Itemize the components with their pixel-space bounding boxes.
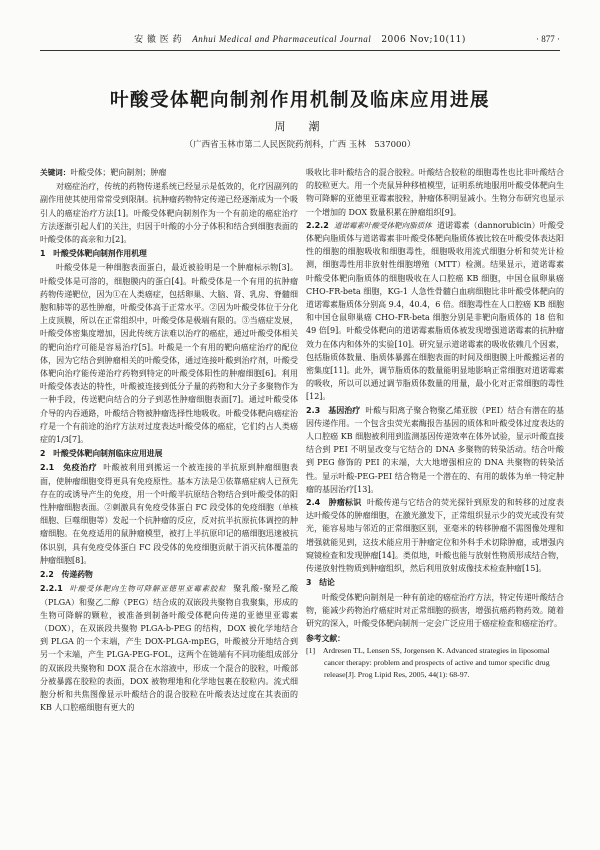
subsection-2-2-2-heading: 道诺霉素叶酸受体靶向脂质体	[334, 220, 432, 230]
journal-name-cn: 安 徽 医 药	[134, 35, 183, 45]
section-heading-1: 1 叶酸受体靶向制剂作用机理	[40, 249, 147, 259]
subsection-2-4	[306, 496, 564, 575]
author-name: 周 潮	[274, 120, 326, 133]
subsection-2-2-1-text: 聚乳酸-聚羟乙酸（PLGA）和聚乙二醇（PEG）结合成的双嵌段共聚物自我聚集，形成的生物可降解的颗粒，被准备到制备叶酸受体靶向传递的亚德里亚霉素（DOX），在双嵌段共聚物 PLGA-b-PEG 的结构，DOX 被化学地结合到 PLGA 的一个末端，产生 DOX-PLGA-mpEG，叶酸被分开地结合到另一个末端，产生 PLGA-PEG-FOL，这两个在链端有不同功能组成部分的双嵌段共聚物和 DOX 混合在水溶液中，形成一个混合的胶粒，叶酸部分被暴露在胶粒的表面，DOX 被物理地和化学地包裹在胶粒内。流式细胞分析和共焦图像显示叶酸结合的混合胶粒在叶酸表达过度在其表面的 KB 人口腔癌细胞有更大的	[40, 584, 298, 713]
subsection-2-2-2	[306, 219, 564, 404]
keywords-text: 叶酸受体；靶向制剂；肿瘤	[70, 168, 167, 177]
journal-name-en: Anhui Medical and Pharmaceutical Journal	[192, 34, 372, 44]
subsection-2-2-1-number: 2.2.1	[40, 584, 63, 594]
subsection-2-4-text: 叶酸传递与它结合的荧光探针到原发的和转移的过度表达叶酸受体的肿瘤细胞，在激光激发下，正常组织显示少的荧光或没有荧光，能容易地与邻近的正常细胞区别，亚毫米的转移肿瘤不需图像处理和增强就能见到，这技术能应用于肿瘤定位和外科手术切除肿瘤，或增强内窥镜检查和发现肿瘤[14]。类似地，叶酸也能与放射性物质形成结合物，传递放射性物质到肿瘤组织，然后利用放射成像技术检查肿瘤[15]。	[306, 498, 565, 574]
subsection-2-2-2-number: 2.2.2	[306, 220, 329, 230]
keywords-label: 关键词：	[40, 168, 71, 177]
reference-item: [1] Ardresen TL, Lensen SS, Jorgensen K. Advanced strategies in liposomal cancer therapy: problem and prospects of active and tumor specific drug release[J]. Prog Lipid Res, 2005, 44(1): 68-97.	[306, 646, 550, 680]
section-heading-2: 2 叶酸受体靶向制剂临床应用进展	[40, 449, 163, 459]
subsection-2-2-1-continued: 吸收比非叶酸结合的混合胶粒。叶酸结合胶粒的细胞毒性也比非叶酸结合的胶粒更大。用一个壳鼠异种移植模型，证明系统地服用叶酸受体靶向生物可降解的亚德里亚霉素胶粒，肿瘤体积明显减小。生物分布研究也显示一个增加的 DOX 数量积累在肿瘤组织[9]。	[306, 168, 564, 217]
subsection-2-2-2-text: 道诺霉素（dannorubicin）叶酸受体靶向脂质体与道诺霉素非叶酸受体靶向脂质体被比较在叶酸受体表达阳性的细胞的细胞吸收和细胞毒性，细胞吸收用流式细胞分析和荧光计检测，细胞毒性用非放射性细胞増殖（MTT）检测。结果显示，道诺霉素叶酸受体靶向脂质体的细胞吸收在人口腔癌 KB 细胞，中国仓鼠卵巢癌 CHO-FR-beta 细胞，KG-1 人急性骨髓白血病细胞比非叶酸受体靶向的道诺霉素脂质体分别高 9.4，40.4，6 倍。细胞毒性在人口腔癌 KB 细胞和中国仓鼠卵巢癌 CHO-FR-beta 细胞分别是非靶向脂质体的 18 倍和 49 倍[9]。叶酸受体靶向的道诺霉素脂质体被发现增强道诺霉素的抗肿瘤效力在体内和体外的实验[10]。研究显示道诺霉素的吸收依赖几个因素，包括脂质体数量、脂质体暴露在细胞表面的时间及细胞膜上叶酸搬运者的密集度[11]。此外，调节脂质体的数量能明显地影响正常细胞对道诺霉素的吸收，所以可以通过调节脂质体数量的用量，最小化对正常细胞的毒性[12]。	[306, 220, 564, 402]
subsection-2-1-heading: 2.1 免疫治疗	[40, 463, 98, 473]
running-header	[40, 28, 560, 51]
page-number: · 877 ·	[536, 34, 560, 44]
subsection-2-4-heading: 2.4 肿瘤标识	[306, 498, 362, 508]
subsection-2-3-text: 叶酸与阳离子聚合物聚乙烯亚胺（PEI）结合有潜在的基因传递作用。一个包含虫荧光素酶报告基因的质体和叶酸受体过度表达的人口腔癌 KB 细胞被利用到监测基因传递效率在体外试验，显示叶酸直接结合到 PEI 不明显改变与它结合的 DNA 多聚物的转染活动。结合叶酸到 PEG 修饰的 PEI 的末端，大大地增强相应的 DNA 共聚物的转染活性。显示叶酸-PEG-PEI 结合物是一个潜在的、有用的载体为单一特定肿瘤的基因治疗[13]。	[306, 405, 564, 494]
conclusion-paragraph: 叶酸受体靶向制剂是一种有前途的癌症治疗方法，特定传递叶酸结合物，能减少药物治疗癌症时对正常细胞的损害，增强抗癌药物药效。随着研究的深入，叶酸受体靶向制剂一定会广泛应用于癌症检查和癌症治疗。	[306, 592, 564, 628]
author-affiliation: （广西省玉林市第二人民医院药剂科，广西 玉林 537000）	[184, 140, 416, 150]
right-column	[306, 166, 564, 681]
journal-issue: 2006 Nov;10(11)	[381, 35, 466, 45]
intro-paragraph: 对癌症治疗，传统的药物传递系统已经显示是低效的，化疗因副列的副作用使其使用常常受到限制。抗肿瘤药物特定传递已经逐渐成为一个吸引人的癌症治疗方法[1]。叶酸受体靶向制剂作为一个有前途的癌症治疗方法逐渐引起人们的关注，归因于叶酸的小分子体积和结合到细胞表面的叶酸受体的高亲和力[2]。	[40, 182, 298, 245]
left-column	[40, 166, 298, 714]
subsection-2-3-heading: 2.3 基因治疗	[306, 405, 361, 415]
subsection-2-1	[40, 461, 298, 567]
subsection-2-1-text: 叶酸被利用到搬运一个被连接的半抗原到肿瘤细胞表面，使肿瘤细胞变得更具有免疫原性。基本方法是①依靠癌症病人已预先存在的或诱导产生的免疫，用一个叶酸半抗原结合物结合到叶酸受体的阳性肿瘤细胞表面。②刺激具有免疫受体蛋白 FC 段受体的免疫细胞（单核细胞、巨噬细胞等）发起一个抗肿瘤的反应，反对抗半抗原抗体调控的肿瘤细胞。在免疫适用的鼠肿瘤模型，被打上半抗原印记的癌细胞迅速被抗体识别，具有免疫受体蛋白 FC 段受体的免疫细胞贡献于消灭抗体覆盖的肿瘤细胞[8]。	[40, 463, 299, 565]
subsection-2-3	[306, 404, 564, 496]
section-1-paragraph: 叶酸受体是一种细胞表面蛋白，最近被验明是一个肿瘤标示物[3]。叶酸受体是可溶的，细胞膜内的蛋白[4]。叶酸受体是一个有用的抗肿瘤药物传递靶位，因为①在人类癌症，包括卵巢、大脑、肾、乳房、脊髓细胞和肺等的恶性肿瘤，叶酸受体高于正常水平。②因为叶酸受体位于分化上皮顶膜，所以在正常组织中，叶酸受体是极端有限的。③当癌症发展，叶酸受体密集度增加，因此传统方法难以治疗的癌症，通过叶酸受体相关的靶向治疗可能是容易治疗[5]。叶酸是一个有用的靶向癌症治疗的配位体，因为它结合到肿瘤相关的叶酸受体，通过连接叶酸到治疗剂，叶酸受体靶向治疗能传递治疗药物到特定的叶酸受体阳性的肿瘤细胞[6]。利用叶酸受体表达的特性，叶酸被连接到低分子量的药物和大分子多聚物作为一种手段，传送靶向结合的分子到恶性肿瘤细胞表面[7]。通过叶酸受体介导的内吞通路，叶酸结合物被肿瘤选择性地吸收。叶酸受体靶向癌症治疗是一个有前途的治疗方法对过度表达叶酸受体的癌症，它们约占人类癌症的1/3[7]。	[40, 263, 298, 445]
subsection-2-2-1-heading: 叶酸受体靶向生物可降解亚德里亚霉素胶粒	[69, 584, 227, 594]
article-title: 叶酸受体靶向制剂作用机制及临床应用进展	[109, 90, 490, 111]
subsection-2-2-1	[40, 582, 298, 714]
journal-name	[40, 28, 560, 51]
references-heading: 参考文献：	[306, 634, 345, 644]
subsection-heading-2-2: 2.2 传递药物	[40, 570, 93, 580]
section-heading-3: 3 结论	[306, 578, 335, 588]
keywords	[40, 166, 298, 179]
